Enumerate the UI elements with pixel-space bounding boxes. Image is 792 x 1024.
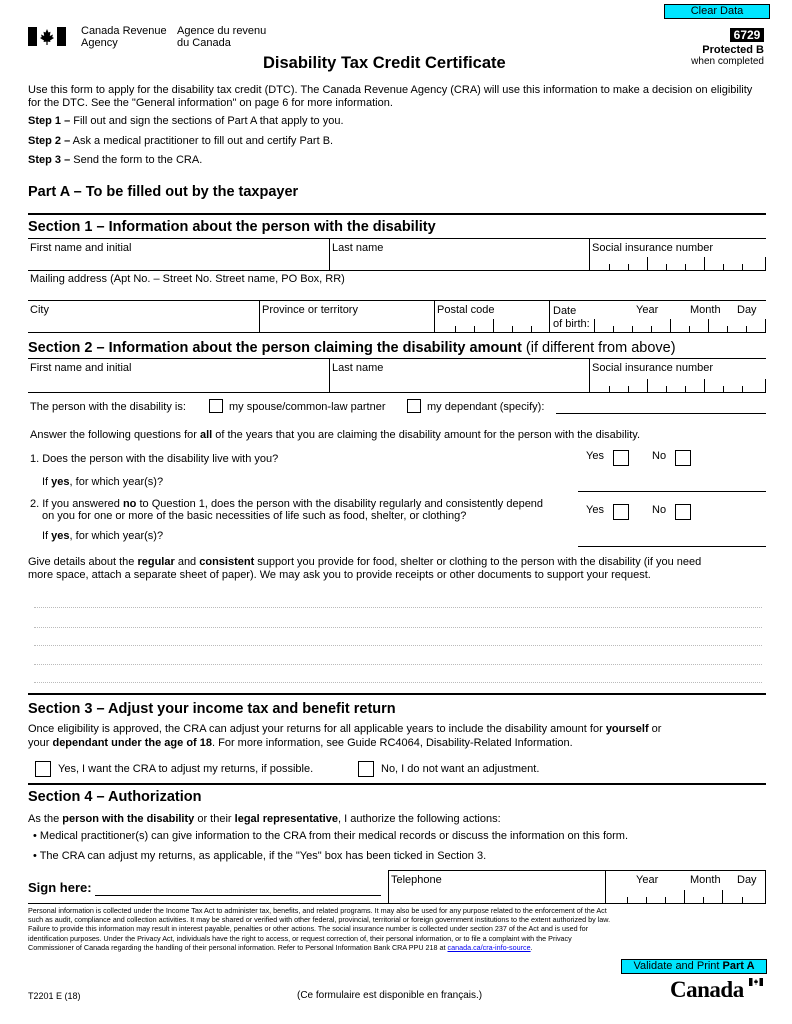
adjust-yes-label: Yes, I want the CRA to adjust my returns, if possible. [58, 763, 314, 775]
s1-sin-label: Social insurance number [592, 242, 714, 254]
q2-yes-checkbox[interactable] [613, 504, 629, 520]
s2-first-name-label: First name and initial [30, 362, 132, 374]
s1-mailing-field[interactable] [28, 286, 766, 300]
sign-year-label: Year [636, 874, 659, 886]
agency-name-en: Canada Revenue Agency [81, 25, 167, 49]
q1-no-label: No [652, 450, 667, 462]
q2-years-field[interactable] [578, 533, 766, 547]
telephone-label: Telephone [391, 874, 442, 886]
sign-here-label: Sign here: [28, 880, 92, 895]
canada-wordmark: Canada [670, 977, 766, 1003]
s2-sin-field[interactable] [592, 378, 764, 392]
french-availability: (Ce formulaire est disponible en français.) [297, 990, 483, 1001]
step-1: Step 1 – Fill out and sign the sections of Part A that apply to you. [28, 115, 344, 127]
s1-dob-year-label: Year [636, 304, 659, 316]
telephone-field[interactable] [390, 887, 604, 903]
q2-yes-label: Yes [586, 504, 604, 516]
sign-month-label: Month [690, 874, 721, 886]
signature-field[interactable] [95, 880, 381, 896]
step-3: Step 3 – Send the form to the CRA. [28, 154, 203, 166]
q1-yes-label: Yes [586, 450, 604, 462]
dependant-checkbox[interactable] [407, 399, 421, 413]
q1-if-yes-label: If yes, for which year(s)? [42, 476, 164, 488]
question-1: 1. Does the person with the disability live with you? [30, 453, 279, 465]
step-2: Step 2 – Ask a medical practitioner to fill out and certify Part B. [28, 135, 334, 147]
spouse-checkbox[interactable] [209, 399, 223, 413]
answer-instruction: Answer the following questions for all of the years that you are claiming the disability amount for the person with the disability. [30, 429, 641, 441]
s1-last-name-label: Last name [332, 242, 384, 254]
s2-last-name-field[interactable] [331, 374, 587, 392]
s1-dob-month-label: Month [690, 304, 721, 316]
adjust-yes-checkbox[interactable] [35, 761, 51, 777]
s1-dob-label: Date of birth: [553, 305, 590, 330]
section-1-heading: Section 1 – Information about the person with the disability [28, 219, 436, 235]
adjust-no-label: No, I do not want an adjustment. [381, 763, 540, 775]
protected-label: Protected B [702, 44, 764, 56]
when-completed-label: when completed [691, 56, 764, 67]
s1-city-label: City [30, 304, 49, 316]
s1-first-name-label: First name and initial [30, 242, 132, 254]
form-title: Disability Tax Credit Certificate [263, 54, 506, 72]
q1-years-field[interactable] [578, 478, 766, 492]
section-2-heading: Section 2 – Information about the person claiming the disability amount (if different from above) [28, 340, 676, 356]
section-4-heading: Section 4 – Authorization [28, 789, 202, 805]
spouse-option-label: my spouse/common-law partner [229, 401, 386, 413]
info-source-link[interactable]: canada.ca/cra-info-source [447, 942, 531, 952]
form-number: T2201 E (18) [28, 991, 81, 1001]
s1-dob-field[interactable] [595, 318, 765, 332]
s2-last-name-label: Last name [332, 362, 384, 374]
clear-data-button[interactable]: Clear Data [664, 4, 770, 19]
dependant-specify-field[interactable] [556, 400, 766, 414]
dependant-option-label: my dependant (specify): [427, 401, 545, 413]
auth-bullet-2: • The CRA can adjust my returns, as applicable, if the "Yes" box has been ticked in Section 3. [33, 850, 487, 862]
q2-no-checkbox[interactable] [675, 504, 691, 520]
s2-first-name-field[interactable] [28, 374, 328, 392]
s1-postal-label: Postal code [437, 304, 495, 316]
section-3-heading: Section 3 – Adjust your income tax and benefit return [28, 701, 396, 717]
validate-print-button[interactable]: Validate and Print Part A [621, 959, 767, 974]
sign-day-label: Day [737, 874, 757, 886]
privacy-notice: Personal information is collected under the Income Tax Act to administer tax, benefits, and related programs. It may also be used for any purpose related to the enforcement of the Act such as audit, compliance and collection activities. It may be shared or verified with other federal, provincial, territorial or foreign government institutions to the extent authorized by law. Failure to provide this information may result in interest payable, penalties or other actions. The social insurance number is collected under section 237 of the Act and is used for identification purposes. Under the Privacy Act, individuals have the right to access, or request correction of, their personal information, or to file a complaint with the Privacy Commissioner of Canada regarding the handling of their personal information. Refer to Personal Information Bank CRA PPU 218 at canada.ca/cra-info-source. [28, 906, 611, 952]
form-code-badge: 6729 [730, 28, 764, 42]
support-details-instruction: Give details about the regular and consistent support you provide for food, shelter or clothing to the person with the disability (if you need more space, attach a separate sheet of paper). We may ask you to provide receipts or other documents to support your request. [28, 556, 702, 581]
auth-bullet-1: • Medical practitioner(s) can give information to the CRA from their medical records or discuss the information on this form. [33, 830, 629, 842]
support-details-textarea[interactable] [32, 590, 762, 680]
s2-relation-label: The person with the disability is: [30, 401, 186, 413]
section-3-text: Once eligibility is approved, the CRA can adjust your returns for all applicable years to include the disability amount for yourself or your dependant under the age of 18. For more information, see Guide RC4064, Disability-Related Information. [28, 723, 662, 749]
s1-last-name-field[interactable] [331, 254, 587, 270]
q1-yes-checkbox[interactable] [613, 450, 629, 466]
section-4-intro: As the person with the disability or their legal representative, I authorize the following actions: [28, 813, 501, 825]
s1-province-field[interactable] [261, 316, 433, 332]
s1-sin-field[interactable] [592, 256, 764, 270]
s1-mailing-label: Mailing address (Apt No. – Street No. Street name, PO Box, RR) [30, 273, 345, 285]
q2-if-yes-label: If yes, for which year(s)? [42, 530, 164, 542]
q1-no-checkbox[interactable] [675, 450, 691, 466]
q2-no-label: No [652, 504, 667, 516]
s1-first-name-field[interactable] [28, 254, 328, 270]
intro-text: Use this form to apply for the disability tax credit (DTC). The Canada Revenue Agency (CRA) will use this information to make a decision on eligibility for the DTC. See the "General information" on page 6 for more information. [28, 84, 753, 109]
s1-dob-day-label: Day [737, 304, 757, 316]
s1-city-field[interactable] [28, 316, 258, 332]
s2-sin-label: Social insurance number [592, 362, 714, 374]
part-a-heading: Part A – To be filled out by the taxpayer [28, 184, 299, 200]
agency-name-fr: Agence du revenu du Canada [177, 25, 267, 49]
s1-province-label: Province or territory [262, 304, 358, 316]
adjust-no-checkbox[interactable] [358, 761, 374, 777]
wordmark-flag-icon [749, 978, 763, 986]
question-2: 2. If you answered no to Question 1, does the person with the disability regularly and consistently depend on you for one or more of the basic necessities of life such as food, shelter, or clothing? [30, 498, 544, 522]
canada-flag-icon [28, 27, 66, 46]
